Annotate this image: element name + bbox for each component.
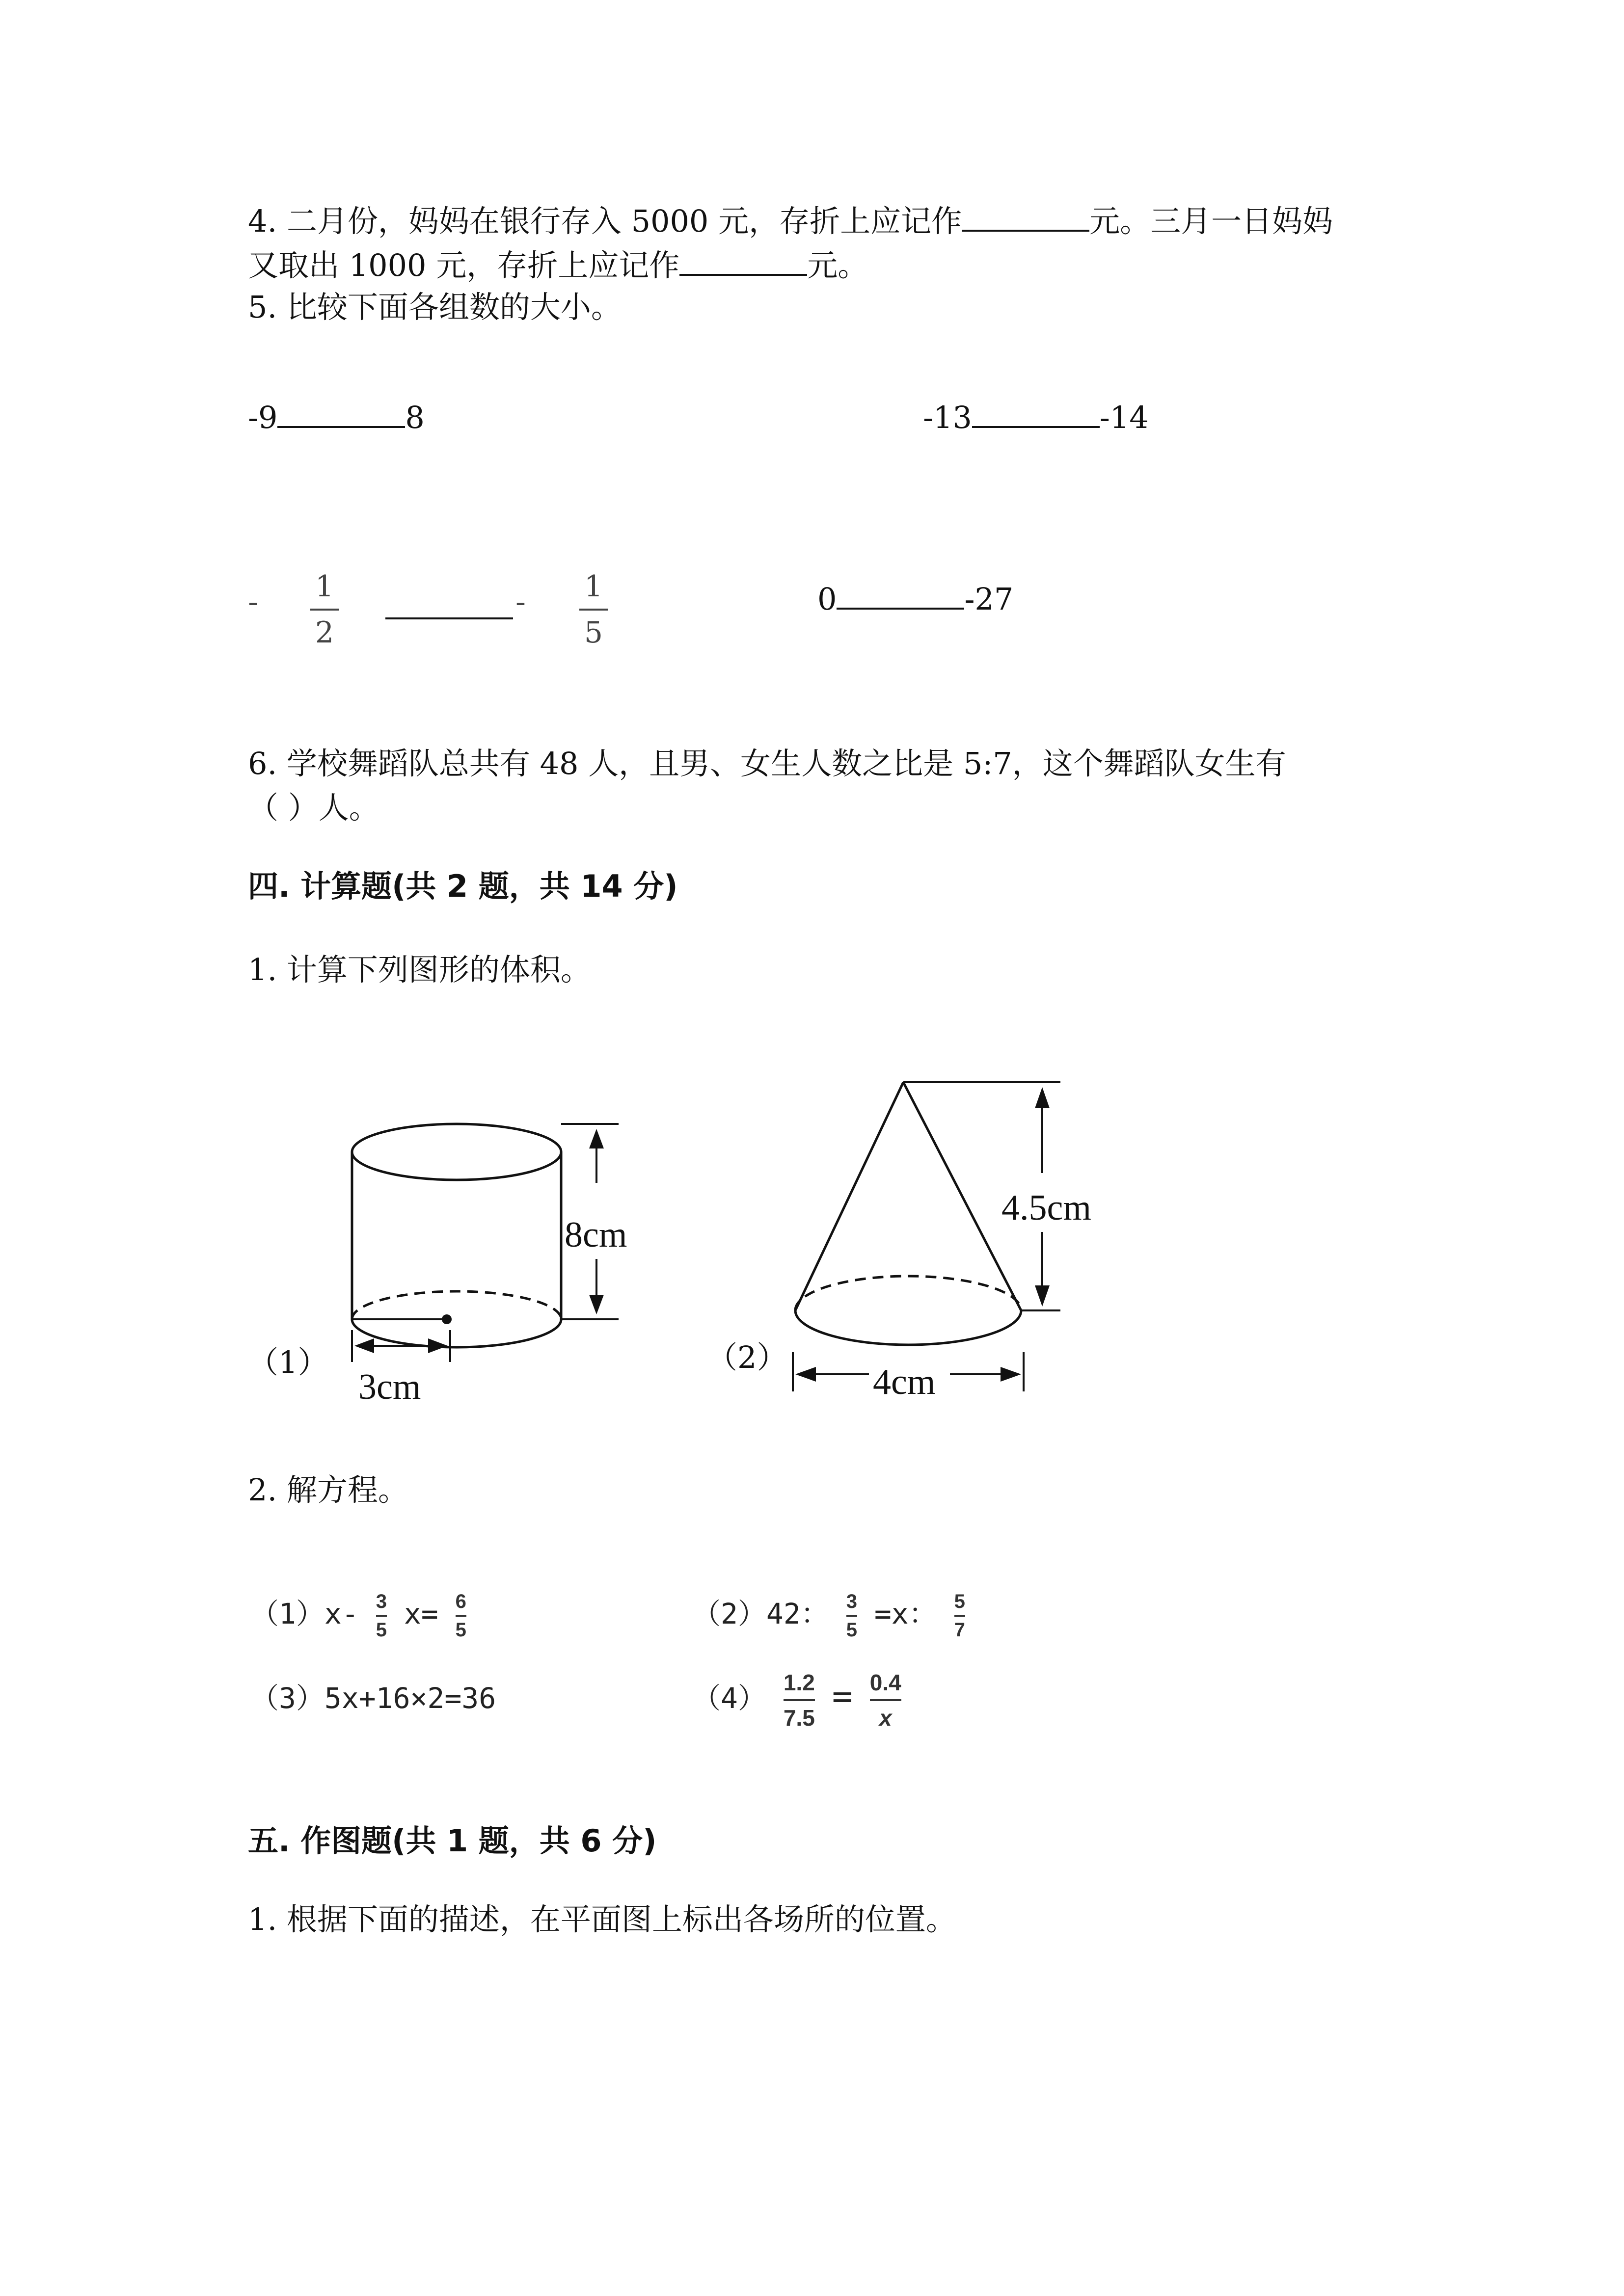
- cylinder-height-label: 8cm: [565, 1215, 627, 1255]
- cone-height-label: 4.5cm: [1001, 1188, 1091, 1228]
- cone-diameter-label: 4cm: [873, 1362, 936, 1402]
- q5-blank-4[interactable]: [837, 578, 964, 610]
- q5-blank-3[interactable]: [385, 588, 513, 619]
- q5-c3-fraction2: 1 5: [579, 569, 608, 650]
- q5-compare-4: 0 -27: [817, 577, 1013, 622]
- cylinder-radius-label: 3cm: [358, 1367, 421, 1407]
- eq2-fraction-1: $\frac{3}{5}$: [846, 1591, 857, 1641]
- q5-c3-fraction1: 1 2: [310, 569, 339, 650]
- q6-line1: 6. 学校舞蹈队总共有 48 人，且男、女生人数之比是 5:7，这个舞蹈队女生有: [248, 746, 1286, 781]
- section5-heading: 五. 作图题(共 1 题，共 6 分): [248, 1823, 657, 1859]
- q5-c3-sign2: -: [515, 584, 526, 619]
- eq4-fraction-1: $\frac{1.2}{7.5}$: [783, 1670, 815, 1731]
- eq1-fraction-2: $\frac{6}{5}$: [455, 1591, 466, 1641]
- equation-1: $(1)x- \frac{3}{5} x= \frac{6}{5}$: [250, 1591, 466, 1641]
- q6-line2: （ ）人。: [248, 790, 379, 826]
- section4-problem2: 2. 解方程。: [248, 1472, 408, 1508]
- eq1-fraction-1: $\frac{3}{5}$: [376, 1591, 387, 1641]
- q5-blank-1[interactable]: [277, 397, 405, 428]
- q5-title: 5. 比较下面各组数的大小。: [248, 289, 622, 325]
- eq2-fraction-2: $\frac{5}{7}$: [954, 1591, 965, 1641]
- figure2-label: （2）: [707, 1339, 787, 1375]
- q4-line1: 4. 二月份，妈妈在银行存入 5000 元，存折上应记作 元。三月一日妈妈: [248, 199, 1333, 244]
- q4-blank-1[interactable]: [962, 200, 1089, 232]
- section5-problem1: 1. 根据下面的描述，在平面图上标出各场所的位置。: [248, 1901, 956, 1937]
- cone-figure: [766, 1065, 1208, 1399]
- q5-blank-2[interactable]: [972, 397, 1100, 428]
- q4-line2: 又取出 1000 元，存折上应记作 元。: [248, 243, 868, 288]
- q4-blank-2[interactable]: [679, 244, 807, 276]
- q5-compare-2: -13 -14: [923, 395, 1149, 440]
- equation-3: （3）5x+16×2=36: [250, 1682, 496, 1715]
- equation-4: $(4) \frac{1.2}{7.5} = \frac{0.4}{x}$: [692, 1670, 901, 1731]
- section4-heading: 四. 计算题(共 2 题，共 14 分): [248, 868, 678, 904]
- q5-compare-1: -9 8: [248, 395, 425, 440]
- figure1-label: （1）: [248, 1344, 328, 1380]
- eq4-fraction-2: $\frac{0.4}{x}$: [869, 1670, 901, 1731]
- section4-problem1: 1. 计算下列图形的体积。: [248, 952, 591, 988]
- q5-c3-sign1: -: [248, 584, 258, 619]
- equation-2: （2）42： $\frac{3}{5} =x$： $\frac{5}{7}$: [692, 1591, 965, 1641]
